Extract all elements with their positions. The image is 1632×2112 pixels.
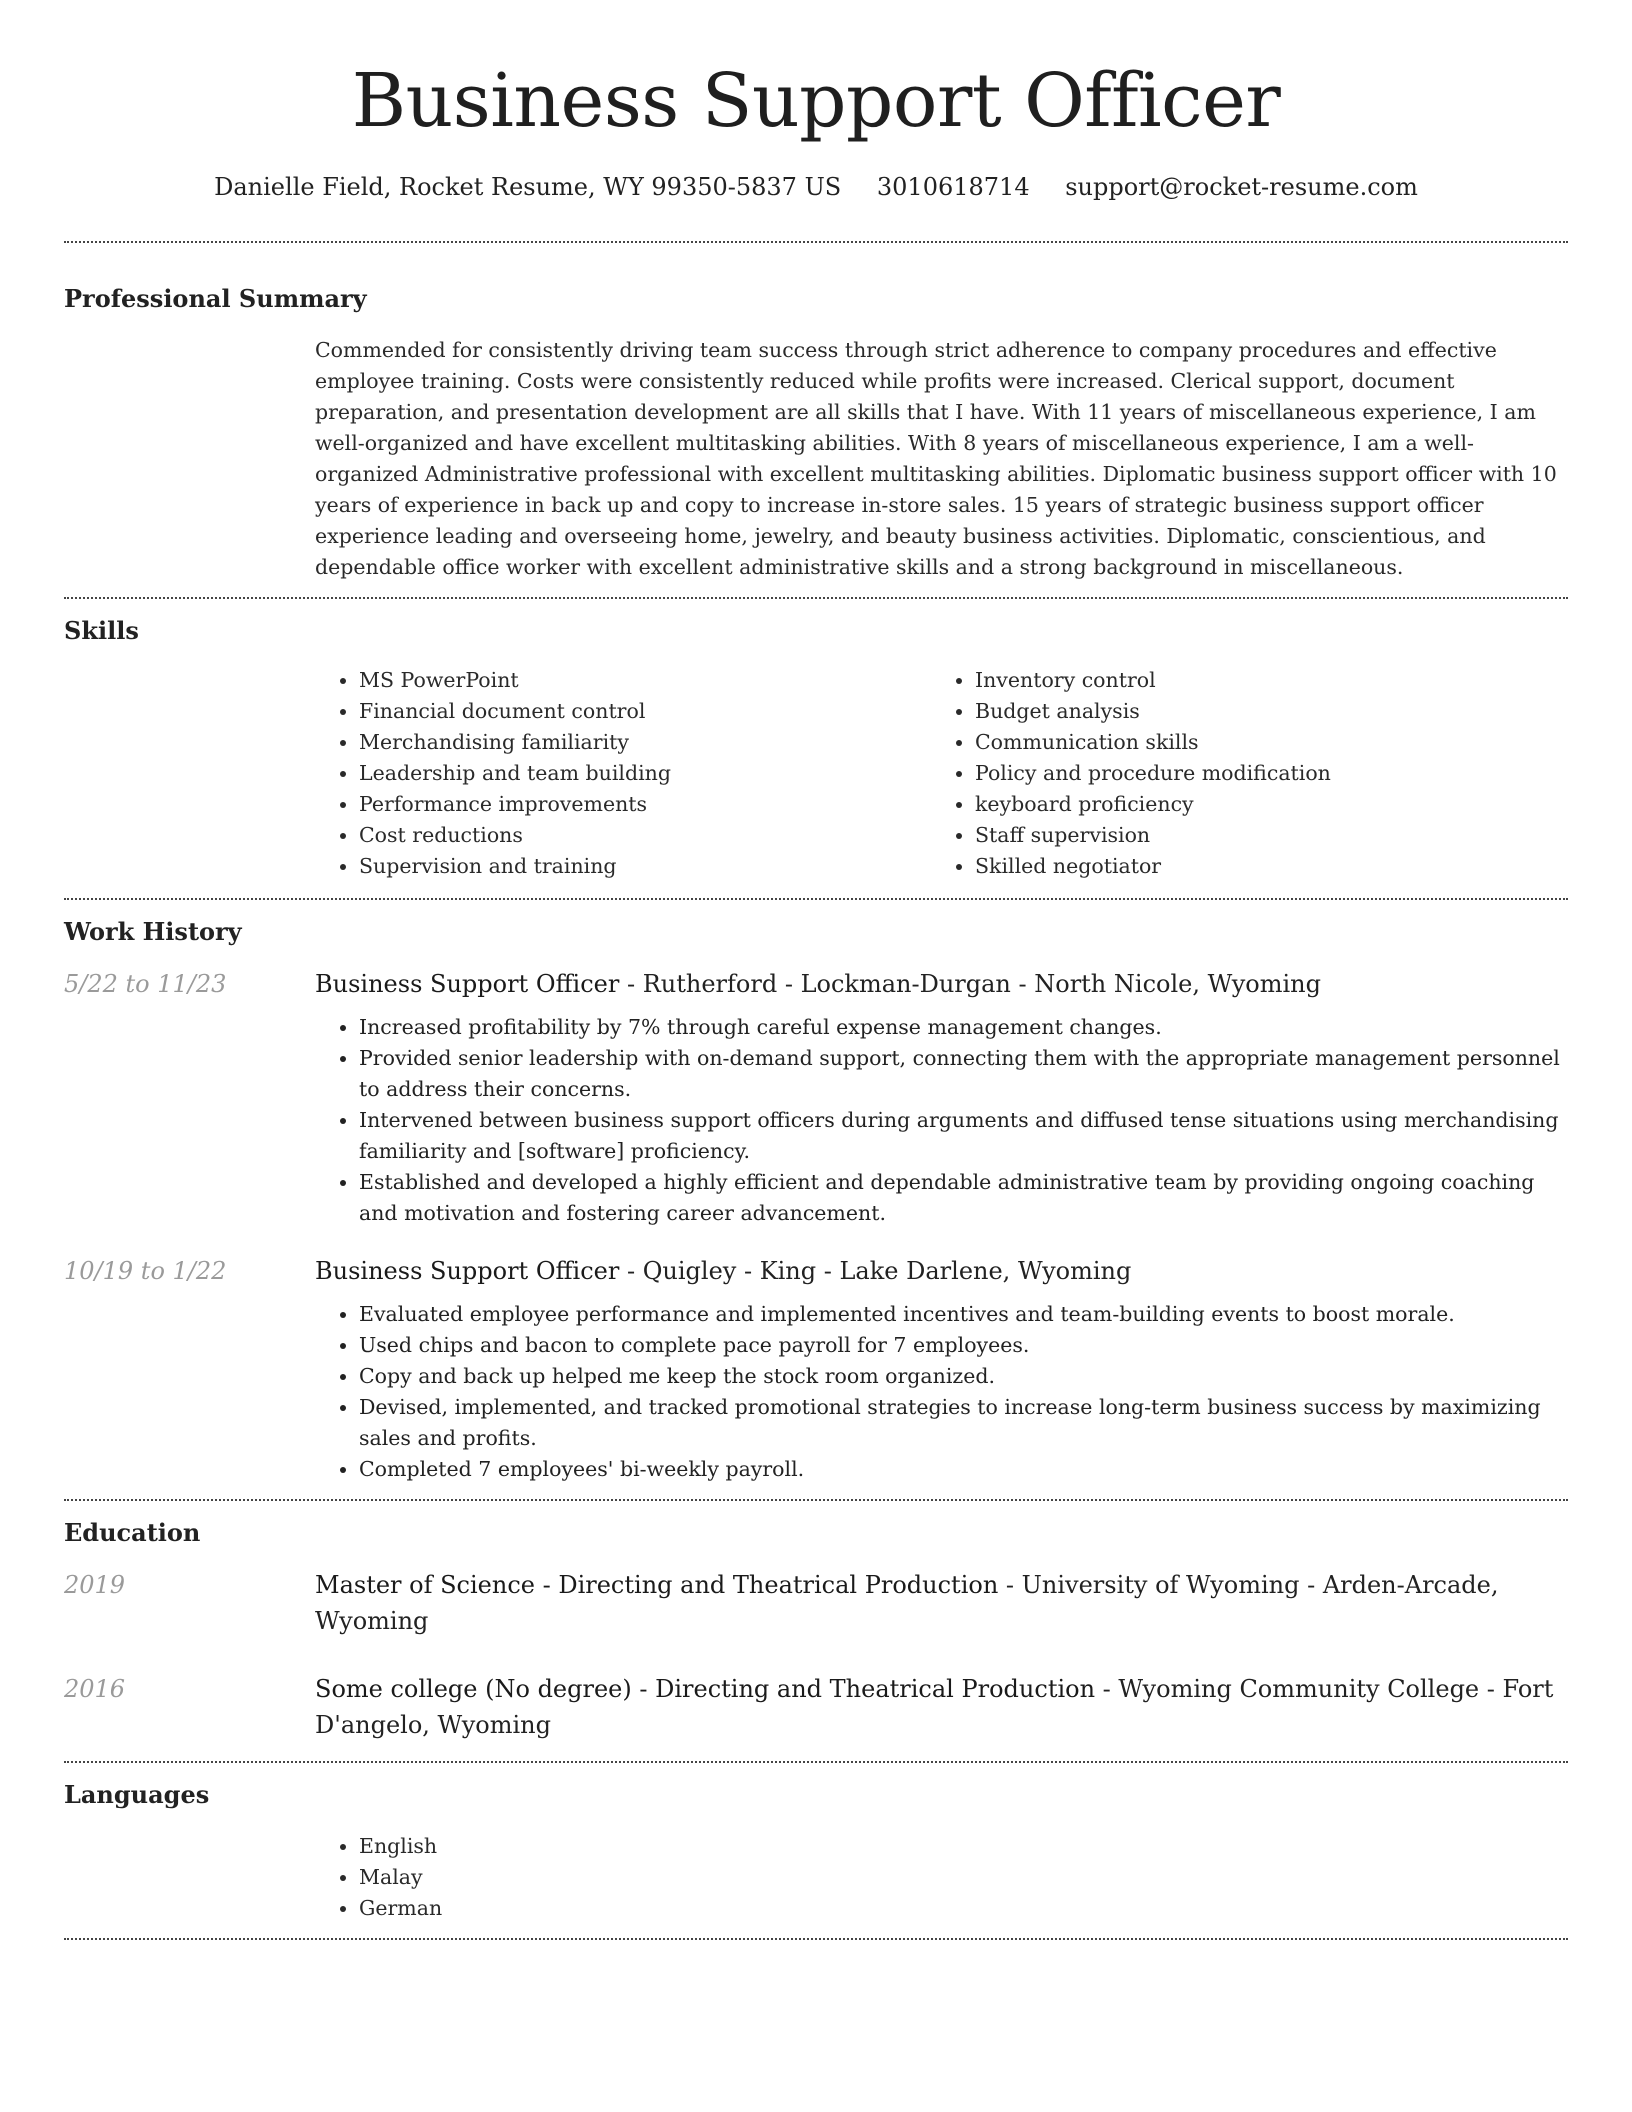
work-entry-date: 10/19 to 1/22 <box>64 1257 227 1285</box>
work-entry-bullets <box>315 1289 1568 1499</box>
education-degree: Master of Science - Directing and Theatrical Production <box>315 1571 999 1599</box>
work-bullet-list <box>315 1012 1568 1229</box>
education-entry-heading <box>315 1567 1568 1639</box>
skill-item: • Communication skills <box>975 727 1547 758</box>
work-entry-bullets <box>315 1002 1568 1229</box>
education-entries <box>64 1549 1568 1761</box>
section-heading-languages: Languages <box>64 1780 210 1809</box>
work-entry-company: - Quigley - King - Lake Darlene, Wyoming <box>619 1257 1132 1285</box>
skill-item: • Leadership and team building <box>359 758 931 789</box>
skills-section <box>64 599 1568 898</box>
work-entry-heading <box>315 1253 1568 1289</box>
skill-item: • Policy and procedure modification <box>975 758 1547 789</box>
work-entry <box>64 1253 1568 1499</box>
skill-item: • Inventory control <box>975 665 1547 696</box>
work-bullet: • Increased profitability by 7% through careful expense management changes. <box>359 1012 1568 1043</box>
skill-item: • Skilled negotiator <box>975 851 1547 882</box>
work-bullet: • Copy and back up helped me keep the stock room organized. <box>359 1361 1568 1392</box>
work-bullet: • Used chips and bacon to complete pace payroll for 7 employees. <box>359 1330 1568 1361</box>
work-entry-date: 5/22 to 11/23 <box>64 970 227 998</box>
skill-item: • keyboard proficiency <box>975 789 1547 820</box>
languages-section <box>64 1763 1568 1938</box>
summary-text: Commended for consistently driving team success through strict adherence to company procedures and effective employee training. Costs were consistently reduced while profits were increased. Clerical support, document preparation, and presentation development are all skills that I have. With 11 years of miscellaneous experience, I am well-organized and have excellent multitasking abilities. With 8 years of miscellaneous experience, I am a well-organized Administrative professional with excellent multitasking abilities. Diplomatic business support officer with 10 years of experience in back up and copy to increase in-store sales. 15 years of strategic business support officer experience leading and overseeing home, jewelry, and beauty business activities. Diplomatic, conscientious, and dependable office worker with excellent administrative skills and a strong background in miscellaneous. <box>315 338 1557 579</box>
summary-body <box>315 315 1568 597</box>
language-item: • English <box>359 1831 1568 1862</box>
work-bullet: • Devised, implemented, and tracked promotional strategies to increase long-term business success by maximizing sales and profits. <box>359 1392 1568 1454</box>
education-entry-date: 2019 <box>64 1571 126 1599</box>
work-bullet-list <box>315 1299 1568 1485</box>
language-item: • Malay <box>359 1862 1568 1893</box>
work-entry-title: Business Support Officer <box>315 1257 620 1285</box>
skills-body <box>315 647 1568 898</box>
contact-line <box>64 170 1568 204</box>
skill-item: • Supervision and training <box>359 851 931 882</box>
work-bullet: • Established and developed a highly efficient and dependable administrative team by providing ongoing coaching and motivation and fostering career advancement. <box>359 1167 1568 1229</box>
skill-item: • Performance improvements <box>359 789 931 820</box>
work-entry <box>64 966 1568 1229</box>
languages-list <box>315 1831 1568 1924</box>
contact-phone: 3010618714 <box>876 173 1030 201</box>
work-entry-main <box>315 1253 1568 1499</box>
education-entry <box>64 1567 1568 1639</box>
skill-item: • MS PowerPoint <box>359 665 931 696</box>
work-entry-company: - Rutherford - Lockman-Durgan - North Nicole, Wyoming <box>619 970 1321 998</box>
education-school: - University of Wyoming - Arden-Arcade, Wyoming <box>315 1571 1499 1635</box>
skill-item: • Staff supervision <box>975 820 1547 851</box>
skills-grid <box>315 647 1568 898</box>
work-entry-title: Business Support Officer <box>315 970 620 998</box>
education-section <box>64 1501 1568 1761</box>
languages-body <box>315 1811 1568 1938</box>
education-entry <box>64 1671 1568 1743</box>
work-bullet: • Evaluated employee performance and implemented incentives and team-building events to boost morale. <box>359 1299 1568 1330</box>
section-heading-work: Work History <box>64 917 242 946</box>
contact-email: support@rocket-resume.com <box>1065 173 1418 201</box>
skills-list-left <box>315 665 931 882</box>
education-school: - Wyoming Community College - Fort D'angelo, Wyoming <box>315 1675 1554 1739</box>
skill-item: • Cost reductions <box>359 820 931 851</box>
work-entry-heading <box>315 966 1568 1002</box>
section-divider <box>64 1938 1568 1940</box>
section-heading-education: Education <box>64 1518 201 1547</box>
contact-address: Danielle Field, Rocket Resume, WY 99350-5837 US <box>214 173 842 201</box>
work-bullet: • Intervened between business support officers during arguments and diffused tense situations using merchandising familiarity and [software] proficiency. <box>359 1105 1568 1167</box>
section-heading-skills: Skills <box>64 616 139 645</box>
skills-list-right <box>931 665 1547 882</box>
education-entry-heading <box>315 1671 1568 1743</box>
education-degree: Some college (No degree) - Directing and Theatrical Production <box>315 1675 1096 1703</box>
skill-item: • Budget analysis <box>975 696 1547 727</box>
work-entries <box>64 948 1568 1499</box>
professional-summary-section <box>64 243 1568 597</box>
work-bullet: • Completed 7 employees' bi-weekly payroll. <box>359 1454 1568 1485</box>
resume-page <box>64 0 1568 1940</box>
education-entry-date: 2016 <box>64 1675 126 1703</box>
work-entry-main <box>315 966 1568 1229</box>
skills-column-left <box>315 665 931 882</box>
section-heading-summary: Professional Summary <box>64 284 367 313</box>
work-bullet: • Provided senior leadership with on-demand support, connecting them with the appropriate management personnel to address their concerns. <box>359 1043 1568 1105</box>
skill-item: • Financial document control <box>359 696 931 727</box>
language-item: • German <box>359 1893 1568 1924</box>
skill-item: • Merchandising familiarity <box>359 727 931 758</box>
resume-title: Business Support Officer <box>351 58 1281 144</box>
skills-column-right <box>931 665 1547 882</box>
work-history-section <box>64 900 1568 1499</box>
